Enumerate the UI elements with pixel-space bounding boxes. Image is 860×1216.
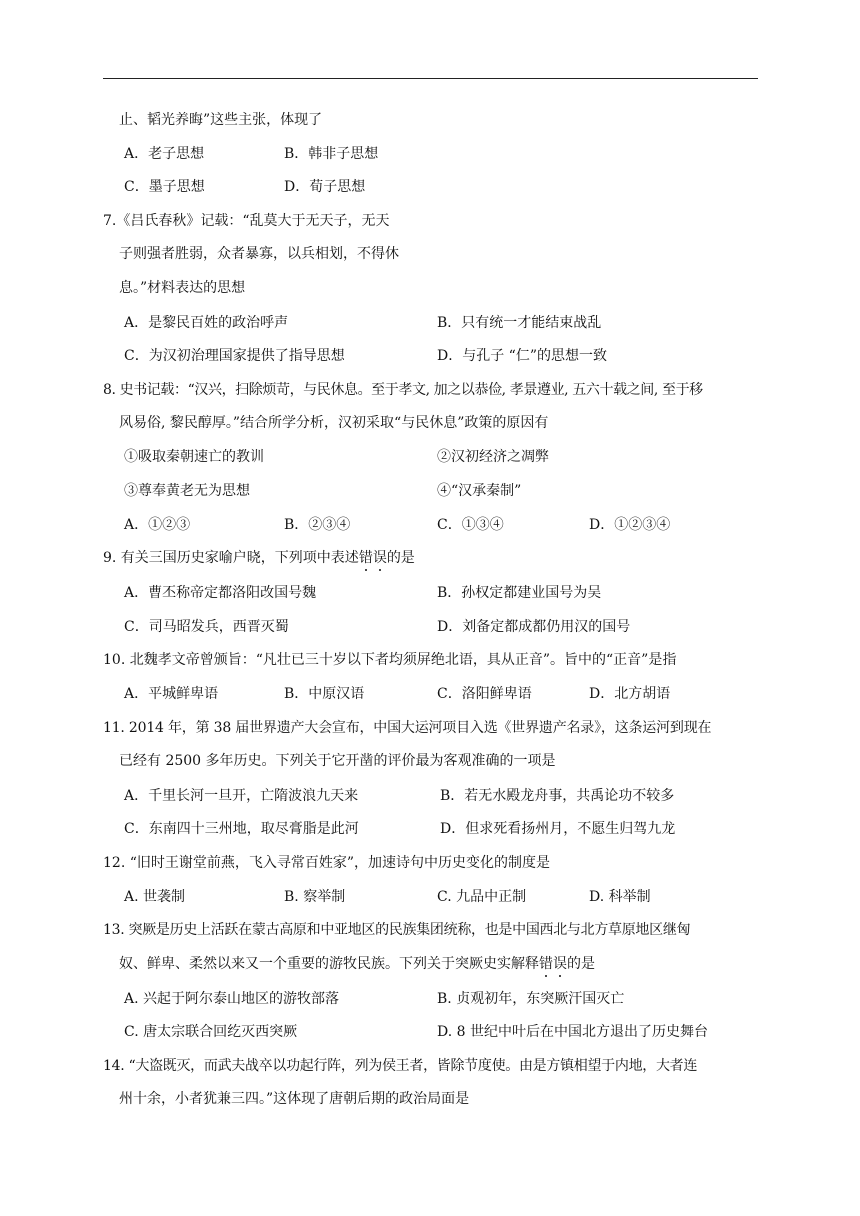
q13-option-b: B. 贞观初年，东突厥汗国灭亡	[437, 991, 625, 1007]
q9-option-c: C．司马昭发兵，西晋灭蜀	[124, 619, 289, 635]
q9-option-a: A．曹丕称帝定都洛阳改国号魏	[124, 585, 317, 601]
q11-option-a: A．千里长河一旦开，亡隋波浪九天来	[124, 788, 359, 804]
q8-option-c: C．①③④	[437, 517, 504, 533]
q7-stem-line1: 7.《吕氏春秋》记载：“乱莫大于无天子，无天	[103, 213, 390, 229]
q7-option-a: A．是黎民百姓的政治呼声	[124, 315, 289, 331]
q7-stem-line3: 息。”材料表达的思想	[119, 280, 246, 296]
q13-emphasis-char-1: 错	[539, 956, 553, 972]
q13-stem-line2	[119, 955, 595, 973]
q7-option-c: C．为汉初治理国家提供了指导思想	[124, 348, 345, 364]
q11-option-c: C．东南四十三州地，取尽膏脂是此河	[124, 821, 359, 837]
q11-stem-line2: 已经有 2500 多年历史。下列关于它开凿的评价最为客观准确的一项是	[119, 753, 556, 769]
q10-option-d: D．北方胡语	[589, 686, 671, 702]
q9-stem	[103, 549, 415, 567]
q9-emphasis-char-2: 误	[372, 550, 387, 566]
q8-option-d: D．①②③④	[589, 517, 671, 533]
q14-stem-line1: 14. “大盗既灭，而武夫战卒以功起行阵，列为侯王者，皆除节度使。由是方镇相望于内地，大者连	[103, 1058, 698, 1074]
q12-option-c: C. 九品中正制	[437, 889, 527, 905]
q8-stem-line2: 风易俗, 黎民醇厚。”结合所学分析，汉初采取“与民休息”政策的原因有	[119, 415, 549, 431]
header-rule	[103, 78, 758, 79]
q8-option-a: A．①②③	[124, 517, 191, 533]
q13-stem-line1: 13. 突厥是历史上活跃在蒙古高原和中亚地区的民族集团统称，也是中国西北与北方草原地区继匈	[103, 922, 691, 938]
q11-option-b: B．若无水殿龙舟事，共禹论功不较多	[440, 788, 675, 804]
q13-emphasis-char-2: 误	[553, 956, 567, 972]
q12-option-a: A. 世袭制	[124, 889, 186, 905]
q8-item-3: ③尊奉黄老无为思想	[124, 483, 250, 499]
q8-item-4: ④“汉承秦制”	[437, 483, 522, 499]
q8-option-b: B．②③④	[284, 517, 351, 533]
q8-item-2: ②汉初经济之凋弊	[437, 449, 549, 465]
q10-option-c: C．洛阳鲜卑语	[437, 686, 532, 702]
q13-option-d: D. 8 世纪中叶后在中国北方退出了历史舞台	[437, 1024, 708, 1040]
q9-option-b: B．孙权定都建业国号为吴	[437, 585, 602, 601]
q9-emphasis-char-1: 错	[358, 550, 373, 566]
q12-option-b: B. 察举制	[284, 889, 346, 905]
q9-option-d: D．刘备定都成都仍用汉的国号	[437, 619, 631, 635]
q8-item-1: ①吸取秦朝速亡的教训	[124, 449, 264, 465]
q13-option-a: A. 兴起于阿尔泰山地区的游牧部落	[124, 991, 340, 1007]
q12-stem: 12. “旧时王谢堂前燕，飞入寻常百姓家”，加速诗句中历史变化的制度是	[103, 855, 551, 871]
q6-option-b: B．韩非子思想	[284, 146, 379, 162]
q7-option-d: D．与孔子 “仁”的思想一致	[437, 348, 607, 364]
q14-stem-line2: 州十余，小者犹兼三四。”这体现了唐朝后期的政治局面是	[119, 1091, 470, 1107]
q6-stem-continuation: 止、韬光养晦”这些主张，体现了	[119, 112, 323, 128]
q13-stem-pre: 奴、鲜卑、柔然以来又一个重要的游牧民族。下列关于突厥史实解释	[119, 956, 539, 972]
q6-option-a: A．老子思想	[124, 146, 205, 162]
q9-stem-pre: 9. 有关三国历史家喻户晓，下列项中表述	[103, 550, 359, 566]
q7-option-b: B．只有统一才能结束战乱	[437, 315, 602, 331]
q6-option-c: C．墨子思想	[124, 179, 205, 195]
q11-option-d: D．但求死看扬州月，不愿生归驾九龙	[440, 821, 676, 837]
q12-option-d: D. 科举制	[589, 889, 651, 905]
q13-option-c: C. 唐太宗联合回纥灭西突厥	[124, 1024, 298, 1040]
q6-option-d: D．荀子思想	[284, 179, 366, 195]
q7-stem-line2: 子则强者胜弱，众者暴寡，以兵相划，不得休	[119, 246, 399, 262]
q13-stem-post: 的是	[567, 956, 595, 972]
q10-option-a: A．平城鲜卑语	[124, 686, 219, 702]
q10-stem: 10. 北魏孝文帝曾颁旨：“凡壮已三十岁以下者均须屏绝北语，具从正音”。旨中的“正音”是指	[103, 652, 677, 668]
q9-stem-post: 的是	[386, 550, 415, 566]
q10-option-b: B．中原汉语	[284, 686, 365, 702]
q8-stem-line1: 8. 史书记载：“汉兴，扫除烦苛，与民休息。至于孝文, 加之以恭俭, 孝景遵业, 五六十载之间, 至于移	[103, 382, 703, 398]
q11-stem-line1: 11. 2014 年，第 38 届世界遗产大会宣布，中国大运河项目入选《世界遗产名录》，这条运河到现在	[103, 720, 712, 736]
